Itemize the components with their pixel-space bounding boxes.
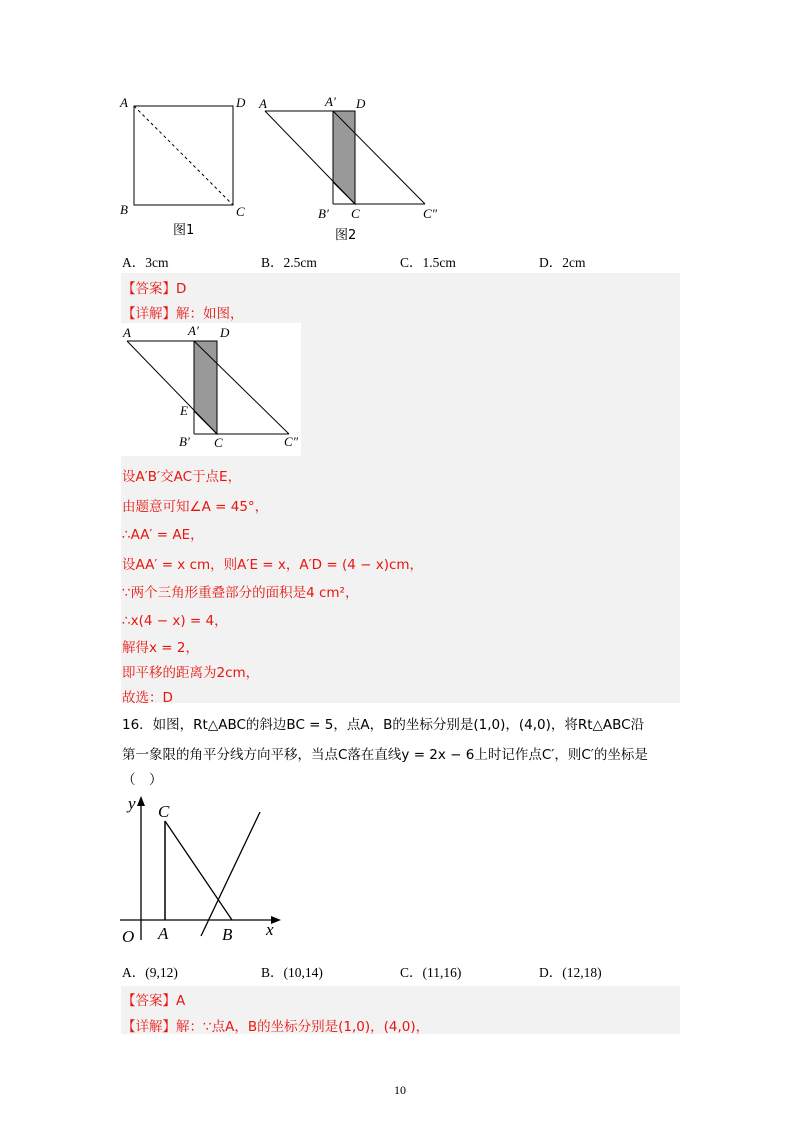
q15-step-4: 设AA′ = x cm，则A′E = x，A′D = (4 − x)cm，: [122, 557, 424, 573]
q15-step-8: 即平移的距离为2cm，: [122, 665, 260, 681]
sol-fig-label-a-prime: A′: [188, 323, 199, 338]
q15-detail-heading: 【详解】解：如图，: [122, 306, 244, 322]
fig2-label-a: A: [259, 96, 267, 111]
fig1-label-c: C: [236, 204, 245, 219]
sol-fig-label-c-double-prime: C″: [284, 434, 299, 449]
q16-fig-label-a: A: [158, 924, 169, 943]
q15-option-d: D．2cm: [539, 255, 586, 270]
q16-fig-label-x: x: [266, 920, 274, 939]
fig2-caption: 图2: [335, 228, 357, 243]
q16-fig-label-y: y: [128, 794, 136, 813]
q15-solution-figure: [121, 323, 301, 456]
q15-option-a: A．3cm: [122, 255, 169, 270]
sol-fig-label-e: E: [180, 403, 188, 418]
q15-step-3: ∴AA′ = AE，: [122, 527, 204, 543]
q16-text-line-2: 第一象限的角平分线方向平移，当点C落在直线y = 2x − 6上时记作点C′，则C′的坐标是: [122, 747, 648, 763]
q15-step-5: ∵两个三角形重叠部分的面积是4 cm²，: [122, 585, 359, 601]
q16-option-c: C．(11,16): [400, 965, 462, 980]
q15-step-6: ∴x(4 − x) = 4，: [122, 613, 228, 629]
q16-option-a: A．(9,12): [122, 965, 178, 980]
sol-fig-label-c: C: [214, 435, 223, 450]
fig1-label-b: B: [120, 202, 128, 217]
q15-step-9: 故选：D: [122, 690, 173, 706]
q15-option-c: C．1.5cm: [400, 255, 456, 270]
q15-step-1: 设A′B′交AC于点E，: [122, 469, 242, 485]
fig2-label-b-prime: B′: [318, 206, 329, 221]
fig1-caption: 图1: [173, 223, 195, 238]
q16-text-line-3: （ ）: [122, 772, 163, 788]
sol-fig-label-a: A: [123, 325, 131, 340]
fig1-label-a: A: [120, 95, 128, 110]
q16-fig-label-c: C: [158, 802, 170, 821]
q15-step-2: 由题意可知∠A = 45°，: [122, 499, 269, 515]
q16-answer: 【答案】A: [122, 993, 186, 1009]
translation-diagram: [255, 95, 445, 215]
sol-fig-label-d: D: [220, 325, 230, 340]
q16-fig-label-o: O: [122, 927, 135, 946]
fig2-label-a-prime: A′: [325, 94, 336, 109]
page-number: 10: [394, 1083, 406, 1097]
square-diagram: [110, 90, 250, 225]
fig2-label-d: D: [356, 96, 366, 111]
fig1-label-d: D: [236, 95, 246, 110]
q15-step-7: 解得x = 2，: [122, 640, 199, 656]
q16-option-d: D．(12,18): [539, 965, 602, 980]
fig2-label-c-double-prime: C″: [423, 206, 438, 221]
solution-diagram: [121, 323, 301, 456]
sol-fig-label-b-prime: B′: [179, 434, 190, 449]
fig2-label-c: C: [351, 206, 360, 221]
coordinate-diagram: [115, 790, 290, 945]
q16-text-line-1: 16．如图，Rt△ABC的斜边BC = 5，点A，B的坐标分别是(1,0)，(4,0)，将Rt△ABC沿: [122, 717, 645, 733]
q15-option-b: B．2.5cm: [261, 255, 317, 270]
q16-detail-line: 【详解】解：∵点A，B的坐标分别是(1,0)，(4,0)，: [122, 1019, 430, 1035]
q16-fig-label-b: B: [222, 925, 233, 944]
q15-answer: 【答案】D: [122, 281, 187, 297]
q16-option-b: B．(10,14): [261, 965, 323, 980]
